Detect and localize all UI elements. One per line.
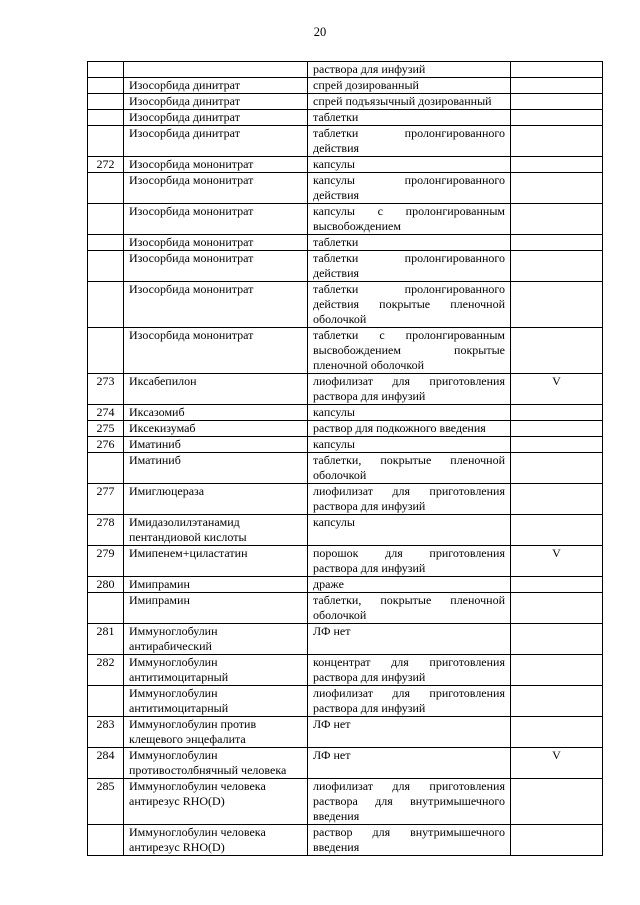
table-row (88, 173, 603, 204)
row-number-cell: 272 (88, 157, 124, 173)
dosage-form-cell: порошок для приготовления раствора для инфузий (308, 546, 511, 577)
drug-name-cell: Изосорбида мононитрат (124, 173, 308, 204)
table-row (88, 62, 603, 78)
table-body (88, 62, 603, 856)
row-number-cell: 281 (88, 624, 124, 655)
row-number-cell (88, 593, 124, 624)
row-number-cell: 280 (88, 577, 124, 593)
table-row (88, 779, 603, 825)
drug-name-cell: Изосорбида динитрат (124, 126, 308, 157)
table-row (88, 282, 603, 328)
dosage-form-cell: драже (308, 577, 511, 593)
table-row (88, 421, 603, 437)
mark-cell (511, 204, 603, 235)
dosage-form-cell: таблетки пролонгированного действия покрытые пленочной оболочкой (308, 282, 511, 328)
mark-cell (511, 577, 603, 593)
mark-cell (511, 825, 603, 856)
dosage-form-cell: лиофилизат для приготовления раствора для внутримышечного введения (308, 779, 511, 825)
drug-table (87, 61, 603, 856)
page-number: 20 (313, 25, 327, 39)
drug-name-cell: Имиглюцераза (124, 484, 308, 515)
drug-name-cell: Изосорбида мононитрат (124, 235, 308, 251)
dosage-form-cell: таблетки с пролонгированным высвобождением покрытые пленочной оболочкой (308, 328, 511, 374)
table-row (88, 235, 603, 251)
mark-cell (511, 453, 603, 484)
table-row (88, 515, 603, 546)
mark-cell (511, 624, 603, 655)
dosage-form-cell: лиофилизат для приготовления раствора для инфузий (308, 484, 511, 515)
table-row (88, 717, 603, 748)
row-number-cell (88, 282, 124, 328)
row-number-cell (88, 62, 124, 78)
row-number-cell: 278 (88, 515, 124, 546)
dosage-form-cell: раствора для инфузий (308, 62, 511, 78)
drug-name-cell: Имипенем+циластатин (124, 546, 308, 577)
table-row (88, 546, 603, 577)
dosage-form-cell: спрей подъязычный дозированный (308, 94, 511, 110)
mark-cell (511, 593, 603, 624)
dosage-form-cell: капсулы (308, 405, 511, 421)
drug-name-cell: Иммуноглобулин противостолбнячный человека (124, 748, 308, 779)
dosage-form-cell: ЛФ нет (308, 717, 511, 748)
table-row (88, 328, 603, 374)
mark-cell (511, 405, 603, 421)
row-number-cell (88, 78, 124, 94)
row-number-cell: 285 (88, 779, 124, 825)
row-number-cell (88, 126, 124, 157)
table-row (88, 78, 603, 94)
drug-name-cell: Иксекизумаб (124, 421, 308, 437)
table-row (88, 405, 603, 421)
row-number-cell: 276 (88, 437, 124, 453)
mark-cell (511, 779, 603, 825)
mark-cell (511, 62, 603, 78)
mark-cell (511, 110, 603, 126)
mark-cell: V (511, 374, 603, 405)
dosage-form-cell: капсулы (308, 437, 511, 453)
mark-cell (511, 655, 603, 686)
dosage-form-cell: лиофилизат для приготовления раствора для инфузий (308, 686, 511, 717)
mark-cell (511, 686, 603, 717)
dosage-form-cell: таблетки, покрытые пленочной оболочкой (308, 453, 511, 484)
mark-cell (511, 421, 603, 437)
drug-name-cell: Имидазолилэтанамид пентандиовой кислоты (124, 515, 308, 546)
drug-name-cell: Иксазомиб (124, 405, 308, 421)
row-number-cell (88, 110, 124, 126)
row-number-cell (88, 204, 124, 235)
mark-cell (511, 437, 603, 453)
row-number-cell (88, 251, 124, 282)
row-number-cell (88, 686, 124, 717)
row-number-cell (88, 94, 124, 110)
drug-name-cell: Изосорбида мононитрат (124, 157, 308, 173)
dosage-form-cell: ЛФ нет (308, 624, 511, 655)
table-row (88, 126, 603, 157)
dosage-form-cell: капсулы пролонгированного действия (308, 173, 511, 204)
row-number-cell (88, 453, 124, 484)
table-row (88, 484, 603, 515)
dosage-form-cell: капсулы (308, 157, 511, 173)
row-number-cell: 277 (88, 484, 124, 515)
dosage-form-cell: спрей дозированный (308, 78, 511, 94)
table-row (88, 94, 603, 110)
mark-cell (511, 484, 603, 515)
dosage-form-cell: таблетки пролонгированного действия (308, 251, 511, 282)
drug-name-cell (124, 62, 308, 78)
drug-name-cell: Иматиниб (124, 437, 308, 453)
dosage-form-cell: капсулы с пролонгированным высвобождением (308, 204, 511, 235)
mark-cell (511, 282, 603, 328)
drug-name-cell: Имипрамин (124, 577, 308, 593)
row-number-cell: 274 (88, 405, 124, 421)
drug-name-cell: Изосорбида динитрат (124, 94, 308, 110)
table-row (88, 686, 603, 717)
table-row (88, 577, 603, 593)
row-number-cell: 282 (88, 655, 124, 686)
mark-cell: V (511, 748, 603, 779)
dosage-form-cell: таблетки пролонгированного действия (308, 126, 511, 157)
table-row (88, 593, 603, 624)
row-number-cell (88, 328, 124, 374)
dosage-form-cell: таблетки (308, 235, 511, 251)
dosage-form-cell: раствор для внутримышечного введения (308, 825, 511, 856)
table-row (88, 453, 603, 484)
row-number-cell (88, 825, 124, 856)
dosage-form-cell: таблетки (308, 110, 511, 126)
row-number-cell: 279 (88, 546, 124, 577)
table-row (88, 110, 603, 126)
drug-name-cell: Иксабепилон (124, 374, 308, 405)
drug-name-cell: Иматиниб (124, 453, 308, 484)
table-row (88, 437, 603, 453)
row-number-cell: 284 (88, 748, 124, 779)
table-row (88, 624, 603, 655)
dosage-form-cell: таблетки, покрытые пленочной оболочкой (308, 593, 511, 624)
drug-name-cell: Иммуноглобулин против клещевого энцефалита (124, 717, 308, 748)
mark-cell (511, 328, 603, 374)
mark-cell (511, 173, 603, 204)
mark-cell (511, 157, 603, 173)
drug-name-cell: Иммуноглобулин антитимоцитарный (124, 686, 308, 717)
dosage-form-cell: концентрат для приготовления раствора для инфузий (308, 655, 511, 686)
mark-cell (511, 717, 603, 748)
drug-name-cell: Иммуноглобулин человека антирезус RHO(D) (124, 825, 308, 856)
drug-name-cell: Иммуноглобулин антирабический (124, 624, 308, 655)
table-row (88, 157, 603, 173)
mark-cell (511, 515, 603, 546)
dosage-form-cell: капсулы (308, 515, 511, 546)
drug-name-cell: Изосорбида мононитрат (124, 328, 308, 374)
mark-cell (511, 94, 603, 110)
row-number-cell: 283 (88, 717, 124, 748)
table-row (88, 374, 603, 405)
row-number-cell (88, 235, 124, 251)
row-number-cell (88, 173, 124, 204)
drug-name-cell: Изосорбида динитрат (124, 110, 308, 126)
dosage-form-cell: раствор для подкожного введения (308, 421, 511, 437)
drug-name-cell: Изосорбида мононитрат (124, 282, 308, 328)
drug-name-cell: Иммуноглобулин антитимоцитарный (124, 655, 308, 686)
mark-cell (511, 78, 603, 94)
mark-cell (511, 235, 603, 251)
table-row (88, 204, 603, 235)
row-number-cell: 275 (88, 421, 124, 437)
table-row (88, 748, 603, 779)
dosage-form-cell: лиофилизат для приготовления раствора для инфузий (308, 374, 511, 405)
row-number-cell: 273 (88, 374, 124, 405)
mark-cell (511, 126, 603, 157)
mark-cell: V (511, 546, 603, 577)
drug-name-cell: Изосорбида мононитрат (124, 251, 308, 282)
drug-name-cell: Иммуноглобулин человека антирезус RHO(D) (124, 779, 308, 825)
table-row (88, 251, 603, 282)
drug-name-cell: Изосорбида динитрат (124, 78, 308, 94)
dosage-form-cell: ЛФ нет (308, 748, 511, 779)
drug-name-cell: Имипрамин (124, 593, 308, 624)
table-row (88, 655, 603, 686)
table-row (88, 825, 603, 856)
mark-cell (511, 251, 603, 282)
drug-name-cell: Изосорбида мононитрат (124, 204, 308, 235)
